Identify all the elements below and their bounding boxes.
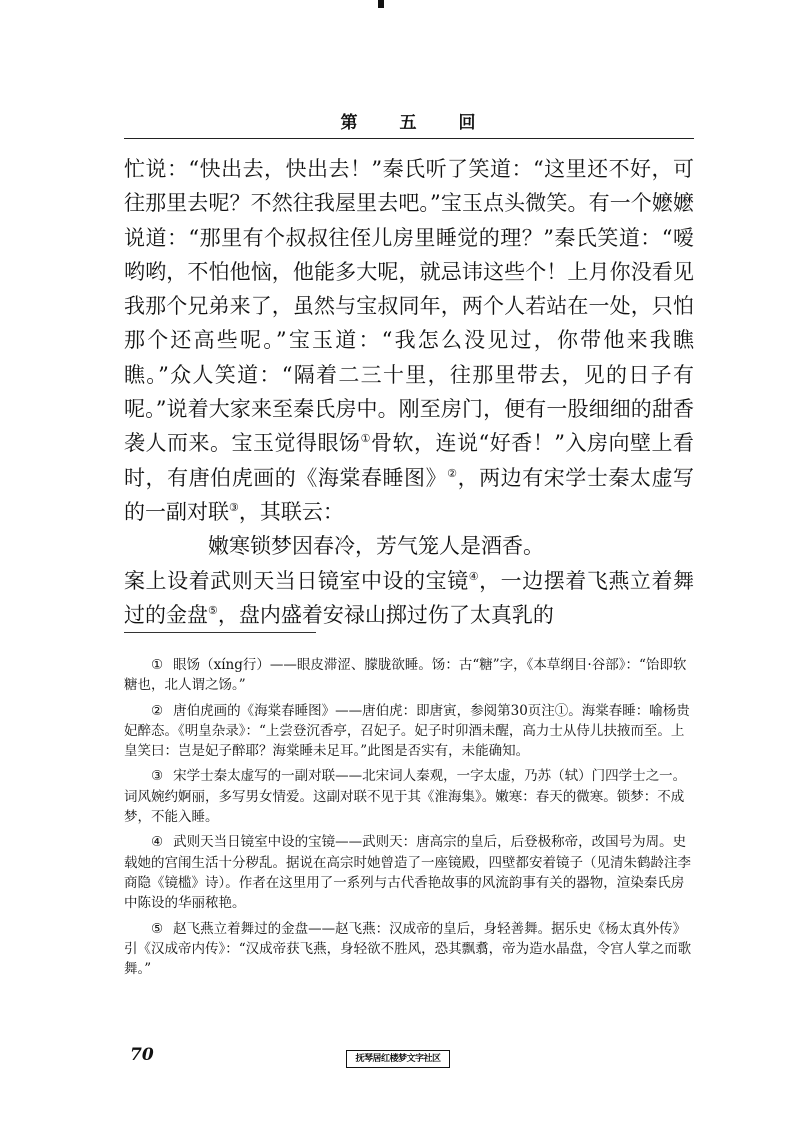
text-run: ，其联云： xyxy=(238,499,344,524)
footnote-ref[interactable]: ④ xyxy=(468,569,480,583)
page-number: 70 xyxy=(130,1045,154,1065)
footnote-number: ④ xyxy=(151,834,164,851)
footnote xyxy=(124,766,694,827)
footnotes xyxy=(124,655,694,984)
couplet: 嫩寒锁梦因春冷，芳气笼人是酒香。 xyxy=(208,534,544,559)
running-header xyxy=(124,108,694,133)
footnote xyxy=(124,919,694,980)
header-part: 五 xyxy=(399,113,419,133)
footnote-ref[interactable]: ① xyxy=(360,432,371,446)
text-run: 骨软，连说“好香！”入房向壁上看时，有唐伯虎画的《海棠春睡图》 xyxy=(124,431,694,490)
footnote-text: 赵飞燕立着舞过的金盘——赵飞燕：汉成帝的皇后，身轻善舞。据乐史《杨太真外传》引《汉成帝内传》：“汉成帝获飞燕，身轻欲不胜风，恐其飘翥，帝为造水晶盘，令宫人掌之而歌舞。” xyxy=(124,920,692,978)
top-mark xyxy=(378,0,384,8)
footnote-text: 宋学士秦太虚写的一副对联——北宋词人秦观，一字太虚，乃苏（轼）门四学士之一。词风婉约婀丽，多写男女情爱。这副对联不见于其《淮海集》。嫩寒：春天的微寒。锁梦：不成梦，不能入睡。 xyxy=(124,768,687,826)
main-text xyxy=(124,152,694,632)
text-run: ，两边有宋学士秦太虚写的一副对联 xyxy=(124,465,694,524)
footnote-number: ② xyxy=(151,702,164,719)
paragraph xyxy=(124,564,694,633)
paragraph xyxy=(124,152,694,529)
text-run: ，盘内盛着安禄山掷过伤了太真乳的 xyxy=(217,602,554,627)
footnote xyxy=(124,832,694,913)
footnote-ref[interactable]: ③ xyxy=(229,500,239,514)
text-run: 忙说：“快出去，快出去！”秦氏听了笑道：“这里还不好，可往那里去呢？不然往我屋里去吧。”宝玉点头微笑。有一个嬷嬷说道：“那里有个叔叔往侄儿房里睡觉的理？”秦氏笑道：“嗳哟哟，不怕他恼，他能多大呢，就忌讳这些个！上月你没看见我那个兄弟来了，虽然与宝叔同年，两个人若站在一处，只怕那个还高些呢。”宝玉道：“我怎么没见过，你带他来我瞧瞧。”众人笑道：“隔着二三十里，往那里带去，见的日子有呢。”说着大家来至秦氏房中。刚至房门，便有一股细细的甜香袭人而来。宝玉觉得眼饧 xyxy=(124,157,694,456)
footnote-number: ① xyxy=(151,657,164,673)
footnote-text: 武则天当日镜室中设的宝镜——武则天：唐高宗的皇后，后登极称帝，改国号为周。史载她的宫闱生活十分秽乱。据说在高宗时她曾造了一座镜殿，四壁都安着镜子（见清朱鹤龄注李商隐《镜槛》诗）。作者在这里用了一系列与古代香艳故事的风流韵事有关的器物，渲染秦氏房中陈设的华丽秾艳。 xyxy=(124,834,691,912)
header-part: 回 xyxy=(458,113,478,133)
footnote-text: 眼饧（xíng行）——眼皮滞涩、朦胧欲睡。饧：古“糖”字，《本草纲目·谷部》：“饴即软糖也，北人谓之饧。” xyxy=(124,657,687,694)
header-part: 第 xyxy=(340,113,360,133)
footnote-text: 唐伯虎画的《海棠春睡图》——唐伯虎：即唐寅，参阅第30页注①。海棠春睡：喻杨贵妃醉态。《明皇杂录》：“上尝登沉香亭，召妃子。妃子时卯酒未醒，高力士从侍儿扶掖而至。上皇笑曰：岂是妃子醉耶？海棠睡未足耳。”此图是否实有，未能确知。 xyxy=(124,702,690,760)
footnote-number: ⑤ xyxy=(151,920,164,937)
watermark-stamp: 抚琴居红楼梦文字社区 xyxy=(346,1050,450,1068)
footnote-rule xyxy=(124,632,316,633)
footnote xyxy=(124,701,694,762)
text-run: 案上设着武则天当日镜室中设的宝镜 xyxy=(124,568,469,593)
footnote-number: ③ xyxy=(151,768,164,785)
text-run: ，一边摆着飞燕立着舞过的金盘 xyxy=(124,568,694,627)
footnote-ref[interactable]: ⑤ xyxy=(208,603,218,617)
footnote-ref[interactable]: ② xyxy=(447,466,458,480)
header-rule xyxy=(124,138,694,139)
footnote xyxy=(124,655,694,696)
